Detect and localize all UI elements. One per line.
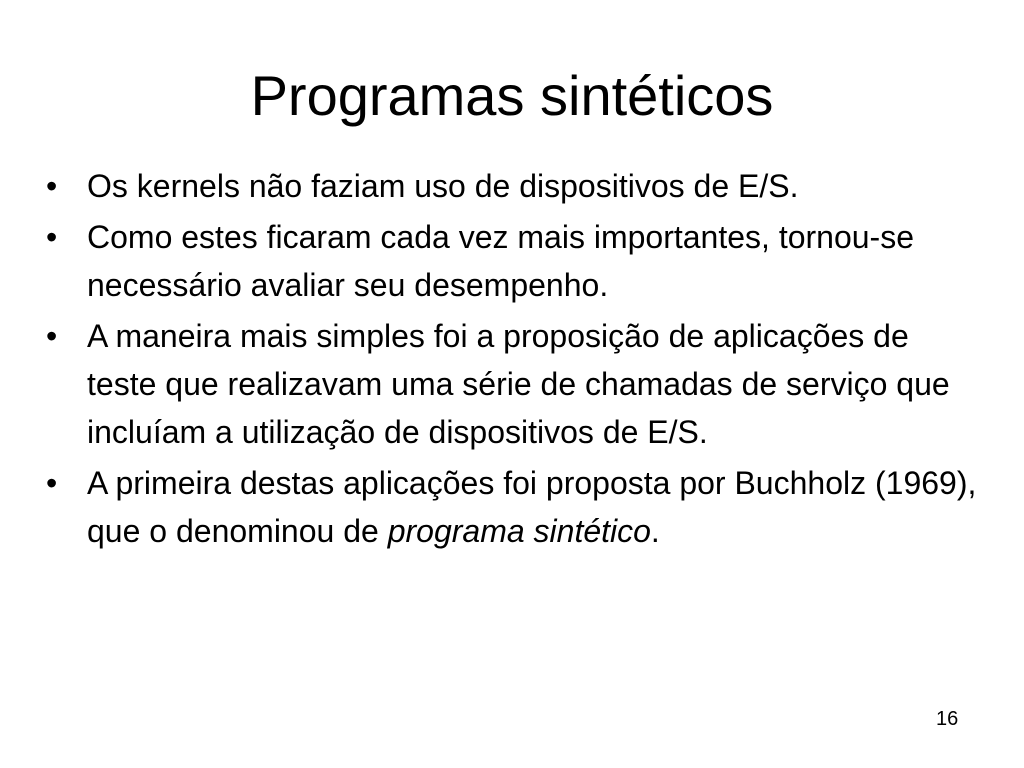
bullet-icon: • [46,465,58,501]
page-number: 16 [936,708,959,730]
bullet-icon: • [46,318,58,354]
bullet-emphasis: programa sintético [387,513,651,549]
bullet-text: Os kernels não faziam uso de dispositivos de E/S. [87,168,799,204]
bullet-text: A maneira mais simples foi a proposição de aplicações de teste que realizavam uma série de chamadas de serviço que incluíam a utilização de dispositivos de E/S. [87,318,950,450]
bullet-icon: • [46,168,58,204]
bullet-text-start: A primeira destas aplicações foi proposta por Buchholz (1969), que o denominou de [87,465,977,549]
bullet-text-end: . [650,513,660,549]
slide-title: Programas sintéticos [250,64,774,127]
bullet-text: Como estes ficaram cada vez mais importantes, tornou-se necessário avaliar seu desempenho. [87,219,914,303]
bullet-item [46,162,986,210]
bullet-item [46,459,986,555]
bullet-item [46,213,986,309]
bullet-list [46,162,986,558]
bullet-icon: • [46,219,58,255]
bullet-item [46,312,986,456]
